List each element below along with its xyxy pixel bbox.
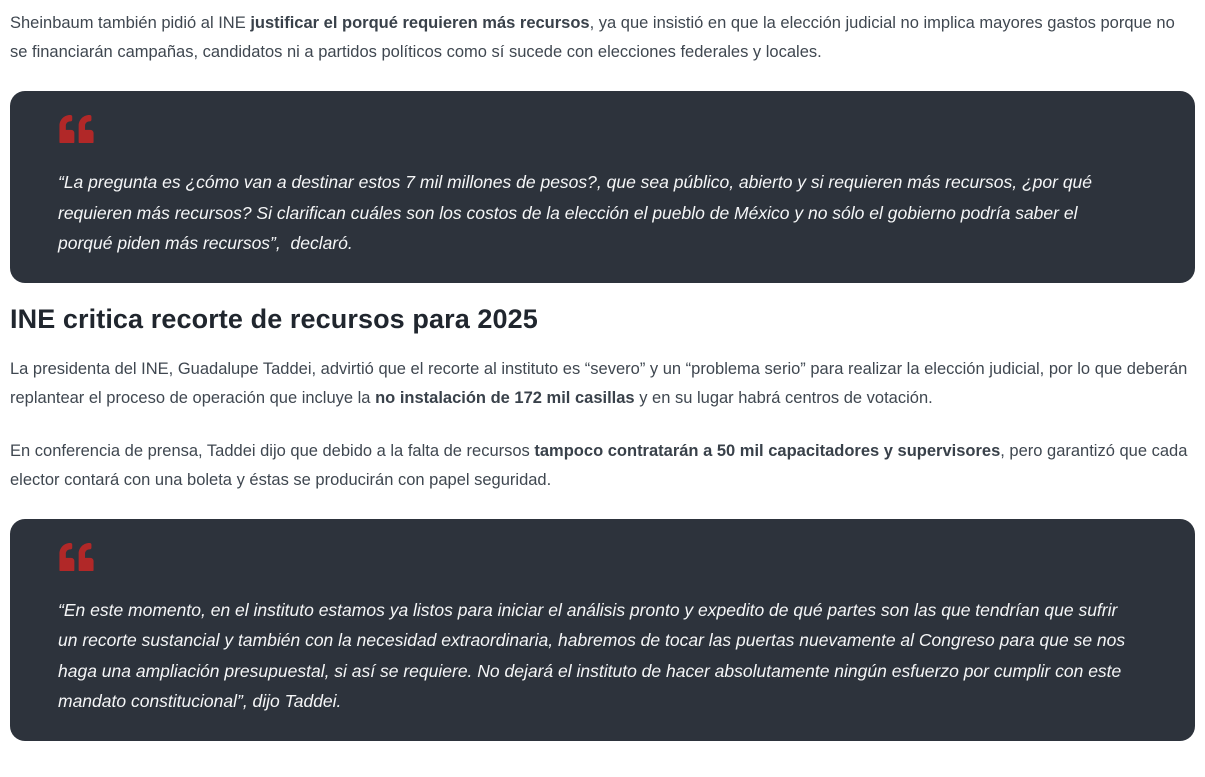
quote-text-sheinbaum: “La pregunta es ¿cómo van a destinar estos 7 mil millones de pesos?, que sea público, abierto y si requieren más recursos, ¿por qué requieren más recursos? Si clarifican cuáles son los costos de la elección el pueblo de México y no sólo el gobierno podría saber el porqué piden más recursos”, declaró. bbox=[58, 172, 1093, 253]
article-paragraph-sheinbaum: Sheinbaum también pidió al INE justificar el porqué requieren más recursos, ya que insistió en que la elección judicial no implica mayores gastos porque no se financiarán campañas, candidatos ni a partidos políticos como sí sucede con elecciones federales y locales. bbox=[10, 14, 1175, 61]
quote-left-icon bbox=[58, 543, 95, 571]
article-paragraph-taddei-recorte: La presidenta del INE, Guadalupe Taddei, advirtió que el recorte al instituto es “severo” y un “problema serio” para realizar la elección judicial, por lo que deberán replantear el proceso de operación que incluye la no instalación de 172 mil casillas y en su lugar habrá centros de votación. bbox=[10, 359, 1188, 407]
quote-left-icon bbox=[58, 115, 95, 143]
section-heading-ine-critica: INE critica recorte de recursos para 2025 bbox=[10, 303, 538, 334]
article-paragraph-conferencia: En conferencia de prensa, Taddei dijo que debido a la falta de recursos tampoco contratarán a 50 mil capacitadores y supervisores, pero garantizó que cada elector contará con una boleta y éstas se producirán con papel seguridad. bbox=[10, 441, 1188, 489]
quote-card-taddei bbox=[10, 519, 1195, 741]
quote-card-sheinbaum bbox=[10, 91, 1195, 283]
quote-text-taddei: “En este momento, en el instituto estamos ya listos para iniciar el análisis pronto y expedito de qué partes son las que tendrían que sufrir un recorte sustancial y también con la necesidad extraordinaria, habremos de tocar las puertas nuevamente al Congreso para que se nos haga una ampliación presupuestal, si así se requiere. No dejará el instituto de hacer absolutamente ningún esfuerzo por cumplir con este mandato constitucional”, dijo Taddei. bbox=[58, 599, 1126, 711]
